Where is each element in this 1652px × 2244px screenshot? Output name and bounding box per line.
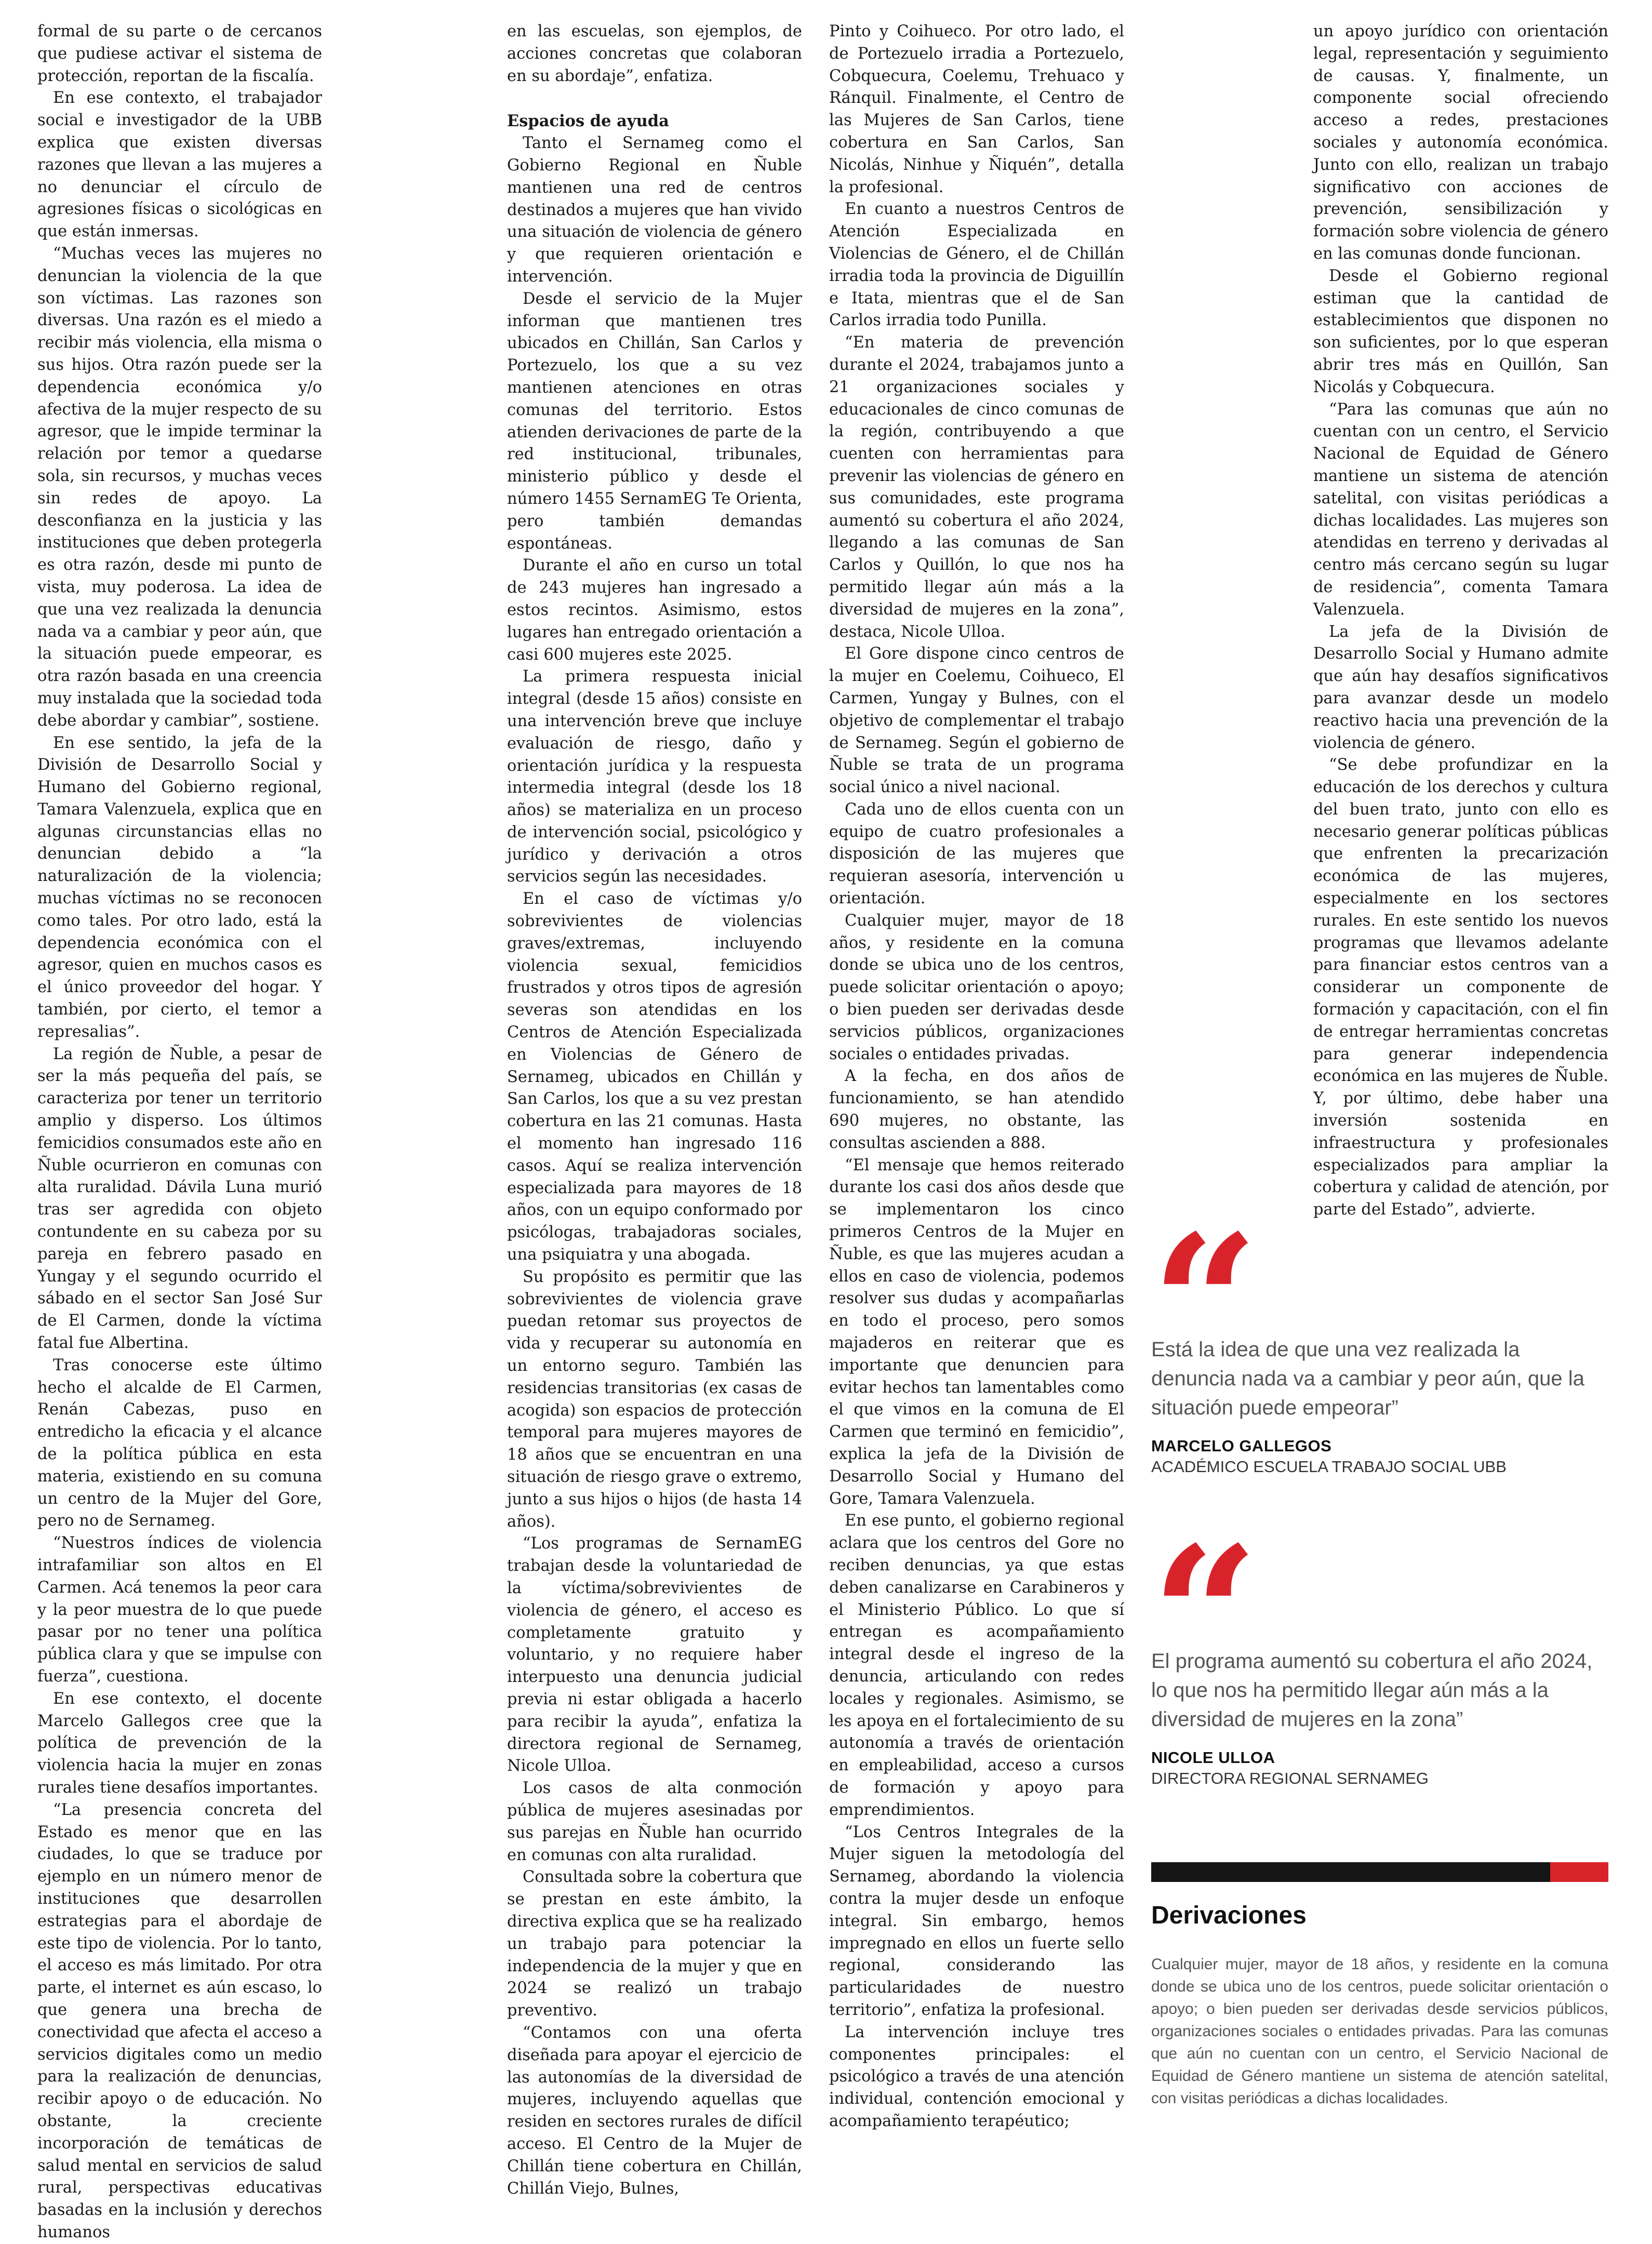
article-column-3 [829,21,1124,2166]
quote-mark-icon: “ [1151,1505,1244,1725]
article-column-2 [507,21,802,2198]
paragraph: En ese punto, el gobierno regional aclara que los centros del Gore no reciben denuncias, ya que estas deben canalizarse en Carabineros y el Ministerio Público. Lo que sí entregan es acompañamiento integral desde el ingreso de la denuncia, articulando con redes locales y regionales. Asimismo, se les apoya en el fortalecimiento de su autonomía a través de orientación en empleabilidad, acceso a cursos de formación y apoyo para emprendimientos. [829,1512,1124,1819]
paragraph: “En materia de prevención durante el 2024, trabajamos junto a 21 organizaciones sociales y educacionales de cinco comunas de la región, contribuyendo a que cuenten con herramientas para prevenir las violencias de género en sus comunidades, este programa aumentó su cobertura el año 2024, llegando a las comunas de San Carlos y Quillón, lo que nos ha permitido llegar aún más a la diversidad de mujeres en la zona”, destaca, Nicole Ulloa. [829,333,1124,641]
paragraph: formal de su parte o de cercanos que pudiese activar el sistema de protección, reportan de la fiscalía. [37,22,322,85]
paragraph: “La presencia concreta del Estado es menor que en las ciudades, lo que se traduce por ejemplo en un número menor de instituciones que desarrollen estrategias para el abordaje de este tipo de violencia. Por lo tanto, el acceso es más limitado. Por otra parte, el internet es aún escaso, lo que genera una brecha de conectividad que afecta el acceso a servicios digitales como un medio para la realización de denuncias, recibir apoyo o de educación. No obstante, la creciente incorporación de temáticas de salud mental en servicios de salud rural, perspectivas educativas basadas en la inclusión y derechos humanos [37,1800,322,2241]
paragraph: En el caso de víctimas y/o sobrevivientes de violencias graves/extremas, incluyendo violencia sexual, femicidios frustrados y otros tipos de agresión severas son atendidas en los Centros de Atención Especializada en Violencias de Género de Sernameg, ubicados en Chillán y San Carlos, los que a su vez prestan cobertura en las 21 comunas. Hasta el momento han ingresado 116 casos. Aquí se realiza intervención especializada para mayores de 18 años, con un equipo conformado por psicólogas, trabajadoras sociales, una psiquiatra y una abogada. [507,890,802,1264]
quote-text: El programa aumentó su cobertura el año 2024, lo que nos ha permitido llegar aún más a la diversidad de mujeres en la zona” [1151,1650,1593,1731]
box-header-bar [1151,1862,1608,1882]
paragraph: Pinto y Coihueco. Por otro lado, el de Portezuelo irradia a Portezuelo, Cobquecura, Coelemu, Trehuaco y Ránquil. Finalmente, el Centro de las Mujeres de San Carlos, tiene cobertura en San Carlos, San Nicolás, Ninhue y Ñiquén”, detalla la profesional. [829,22,1124,196]
paragraph: La intervención incluye tres componentes principales: el psicológico a través de una atención individual, contención emocional y acompañamiento terapéutico; [829,2023,1124,2130]
quote-author: NICOLE ULLOA [1151,1748,1275,1767]
paragraph: El Gore dispone cinco centros de la mujer en Coelemu, Coihueco, El Carmen, Yungay y Bulnes, con el objetivo de complementar el trabajo de Sernameg. Según el gobierno de Ñuble se trata de un programa social único a nivel nacional. [829,645,1124,797]
paragraph: En ese contexto, el docente Marcelo Gallegos cree que la política de prevención de la violencia hacia la mujer en zonas rurales tiene desafíos importantes. [37,1689,322,1797]
paragraph: “Contamos con una oferta diseñada para apoyar el ejercicio de las autonomías de la diversidad de mujeres, incluyendo aquellas que residen en sectores rurales de difícil acceso. El Centro de la Mujer de Chillán tiene cobertura en Chillán, Chillán Viejo, Bulnes, [507,2023,802,2198]
paragraph: Tanto el Sernameg como el Gobierno Regional en Ñuble mantienen una red de centros destinados a mujeres que han vivido una situación de violencia de género y que requieren orientación e intervención. [507,134,802,286]
box-header-accent [1550,1862,1608,1882]
paragraph: En ese sentido, la jefa de la División de Desarrollo Social y Humano del Gobierno regional, Tamara Valenzuela, explica que en algunas circunstancias ellas no denuncian debido a “la naturalización de la violencia; muchas víctimas no se reconocen como tales. Por otro lado, está la dependencia económica con el agresor, quien en muchos casos es el único proveedor del hogar. Y también, por cierto, el temor a represalias”. [37,733,322,1041]
pull-quote-ulloa [1151,1505,1608,1788]
paragraph: “Muchas veces las mujeres no denuncian la violencia de la que son víctimas. Las razones son diversas. Una razón es el miedo a recibir más violencia, ella misma o sus hijos. Otra razón puede ser la dependencia económica y/o afectiva de la mujer respecto de su agresor, que le impide terminar la relación por temor a quedarse sola, sin recursos, y muchas veces sin redes de apoyo. La desconfianza en la justicia y las instituciones que deben protegerla es otra razón, desde mi punto de vista, muy poderosa. La idea de que una vez realizada la denuncia nada va a cambiar y peor aún, que la situación puede empeorar, es otra razón basada en una creencia muy instalada que la sociedad toda debe abordar y cambiar”, sostiene. [37,244,322,730]
quote-mark-icon: “ [1151,1194,1244,1413]
paragraph: “Los Centros Integrales de la Mujer siguen la metodología del Sernameg, abordando la violencia contra la mujer desde un enfoque integral. Sin embargo, hemos impregnado en ellos un fuerte sello regional, considerando las particularidades de nuestro territorio”, enfatiza la profesional. [829,1823,1124,2019]
paragraph: Durante el año en curso un total de 243 mujeres han ingresado a estos recintos. Asimismo, estos lugares han entregado orientación a casi 600 mujeres este 2025. [507,556,802,664]
paragraph: Tras conocerse este último hecho el alcalde de El Carmen, Renán Cabezas, puso en entredicho la eficacia y el alcance de la política pública en esta materia, existiendo en su comuna un centro de la Mujer del Gore, pero no de Sernameg. [37,1356,322,1530]
article-column-1 [37,21,322,2241]
paragraph: “El mensaje que hemos reiterado durante los casi dos años desde que se implementaron los cinco primeros Centros de la Mujer en Ñuble, es que las mujeres acudan a ellos en caso de violencia, podemos resolver sus dudas y acompañarlas en todo el proceso, pero somos majaderos en reiterar que es importante que denuncien para evitar hechos tan lamentables como el que vimos en la comuna de El Carmen que terminó en femicidio”, explica la jefa de la División de Desarrollo Social y Humano del Gore, Tamara Valenzuela. [829,1156,1124,1508]
paragraph: Consultada sobre la cobertura que se prestan en este ámbito, la directiva explica que se ha realizado un trabajo para potenciar la independencia de la mujer y que en 2024 se realizó un trabajo preventivo. [507,1868,802,2020]
paragraph: “Para las comunas que aún no cuentan con un centro, el Servicio Nacional de Equidad de Género mantiene un sistema de atención satelital, con visitas periódicas a dichas localidades. Las mujeres son atendidas en terreno y derivadas al centro más cercano según su lugar de residencia”, comenta Tamara Valenzuela. [1313,400,1608,619]
paragraph: un apoyo jurídico con orientación legal, representación y seguimiento de causas. Y, finalmente, un componente social ofreciendo acceso a redes, prestaciones sociales y autonomía económica. Junto con ello, realizan un trabajo significativo con acciones de prevención, sensibilización y formación sobre violencia de género en las comunas donde funcionan. [1313,22,1608,263]
quote-author: MARCELO GALLEGOS [1151,1437,1332,1455]
paragraph: Cualquier mujer, mayor de 18 años, y residente en la comuna donde se ubica uno de los centros, puede solicitar orientación o apoyo; o bien pueden ser derivadas desde servicios públicos, organizaciones sociales o entidades privadas. [829,911,1124,1063]
quote-text: Está la idea de que una vez realizada la denuncia nada va a cambiar y peor aún, que la situación puede empeorar” [1151,1338,1584,1419]
quote-author-role: ACADÉMICO ESCUELA TRABAJO SOCIAL UBB [1151,1458,1507,1476]
paragraph: La jefa de la División de Desarrollo Social y Humano admite que aún hay desafíos significativos para avanzar desde un modelo reactivo hacia una prevención de la violencia de género. [1313,622,1608,752]
paragraph: Los casos de alta conmoción pública de mujeres asesinadas por sus parejas en Ñuble han ocurrido en comunas con alta ruralidad. [507,1779,802,1864]
paragraph: “Se debe profundizar en la educación de los derechos y cultura del buen trato, junto con ello es necesario generar políticas públicas que enfrenten la precarización económica de las mujeres, especialmente en los sectores rurales. En este sentido los nuevos programas que llevamos adelante para financiar estos centros van a considerar un componente de formación y capacitación, con el fin de entregar herramientas concretas para generar independencia económica en las mujeres de Ñuble. Y, por último, debe haber una inversión sostenida en infraestructura y profesionales especializados para ampliar la cobertura y calidad de atención, por parte del Estado”, advierte. [1313,756,1608,1219]
article-column-4 [1313,21,1608,1219]
paragraph: “Nuestros índices de violencia intrafamiliar son altos en El Carmen. Acá tenemos la peor cara y la peor muestra de lo que puede pasar por no tener una política pública clara y que se impulse con fuerza”, cuestiona. [37,1534,322,1686]
paragraph: Desde el Gobierno regional estiman que la cantidad de establecimientos que disponen no son suficientes, por lo que esperan abrir tres más en Quillón, San Nicolás y Cobquecura. [1313,266,1608,396]
paragraph: La primera respuesta inicial integral (desde 15 años) consiste en una intervención breve que incluye evaluación de riesgo, daño y orientación jurídica y la respuesta intermedia integral (desde los 18 años) se materializa en un proceso de intervención social, psicológico y jurídico y derivación a otros servicios según las necesidades. [507,667,802,886]
box-text: Cualquier mujer, mayor de 18 años, y residente en la comuna donde se ubica uno de los centros, puede solicitar orientación o apoyo; o bien pueden ser derivadas desde servicios públicos, organizaciones sociales o entidades privadas. Para las comunas que aún no cuentan con un centro, el Servicio Nacional de Equidad de Género mantiene un sistema de atención satelital, con visitas periódicas a dichas localidades. [1151,1956,1608,2107]
paragraph: Su propósito es permitir que las sobrevivientes de violencia grave puedan retomar sus proyectos de vida y recuperar su autonomía en un entorno seguro. También las residencias transitorias (ex casas de acogida) son espacios de protección temporal para mujeres mayores de 18 años que se encuentran en una situación de riesgo grave o extremo, junto a sus hijos o hijos (de hasta 14 años). [507,1267,802,1531]
paragraph: En ese contexto, el trabajador social e investigador de la UBB explica que existen diversas razones que llevan a las mujeres a no denunciar el círculo de agresiones físicas o sicológicas en que están inmersas. [37,89,322,241]
paragraph: En cuanto a nuestros Centros de Atención Especializada en Violencias de Género, el de Chillán irradia toda la provincia de Diguillín e Itata, mientras que el de San Carlos irradia todo Punilla. [829,200,1124,330]
paragraph: A la fecha, en dos años de funcionamiento, se han atendido 690 mujeres, no obstante, las consultas ascienden a 888. [829,1067,1124,1152]
quote-author-role: DIRECTORA REGIONAL SERNAMEG [1151,1769,1429,1787]
paragraph: La región de Ñuble, a pesar de ser la más pequeña del país, se caracteriza por tener un territorio amplio y disperso. Los últimos femicidios consumados este año en Ñuble ocurrieron en comunas con alta ruralidad. Dávila Luna murió tras ser agredida con objeto contundente en su cabeza por su pareja en febrero pasado en Yungay y el segundo ocurrido el sábado en el sector San José Sur de El Carmen, donde la víctima fatal fue Albertina. [37,1045,322,1353]
paragraph: “Los programas de SernamEG trabajan desde la voluntariedad de la víctima/sobrevivientes de violencia de género, el acceso es completamente gratuito y voluntario, y no requiere haber interpuesto una denuncia judicial previa ni estar obligada a hacerlo para recibir la ayuda”, enfatiza la directora regional de Sernameg, Nicole Ulloa. [507,1534,802,1775]
paragraph: Desde el servicio de la Mujer informan que mantienen tres ubicados en Chillán, San Carlos y Portezuelo, los que a su vez mantienen atenciones en otras comunas del territorio. Estos atienden derivaciones de parte de la red institucional, tribunales, ministerio público y desde el número 1455 SernamEG Te Orienta, pero también demandas espontáneas. [507,289,802,553]
box-title: Derivaciones [1151,1902,1307,1929]
paragraph: en las escuelas, son ejemplos, de acciones concretas que colaboran en su abordaje”, enfatiza. [507,22,802,85]
pull-quote-gallegos [1151,1194,1608,1476]
section-heading: Espacios de ayuda [507,112,669,131]
paragraph: Cada uno de ellos cuenta con un equipo de cuatro profesionales a disposición de las mujeres que requieran asesoría, intervención u orientación. [829,800,1124,908]
